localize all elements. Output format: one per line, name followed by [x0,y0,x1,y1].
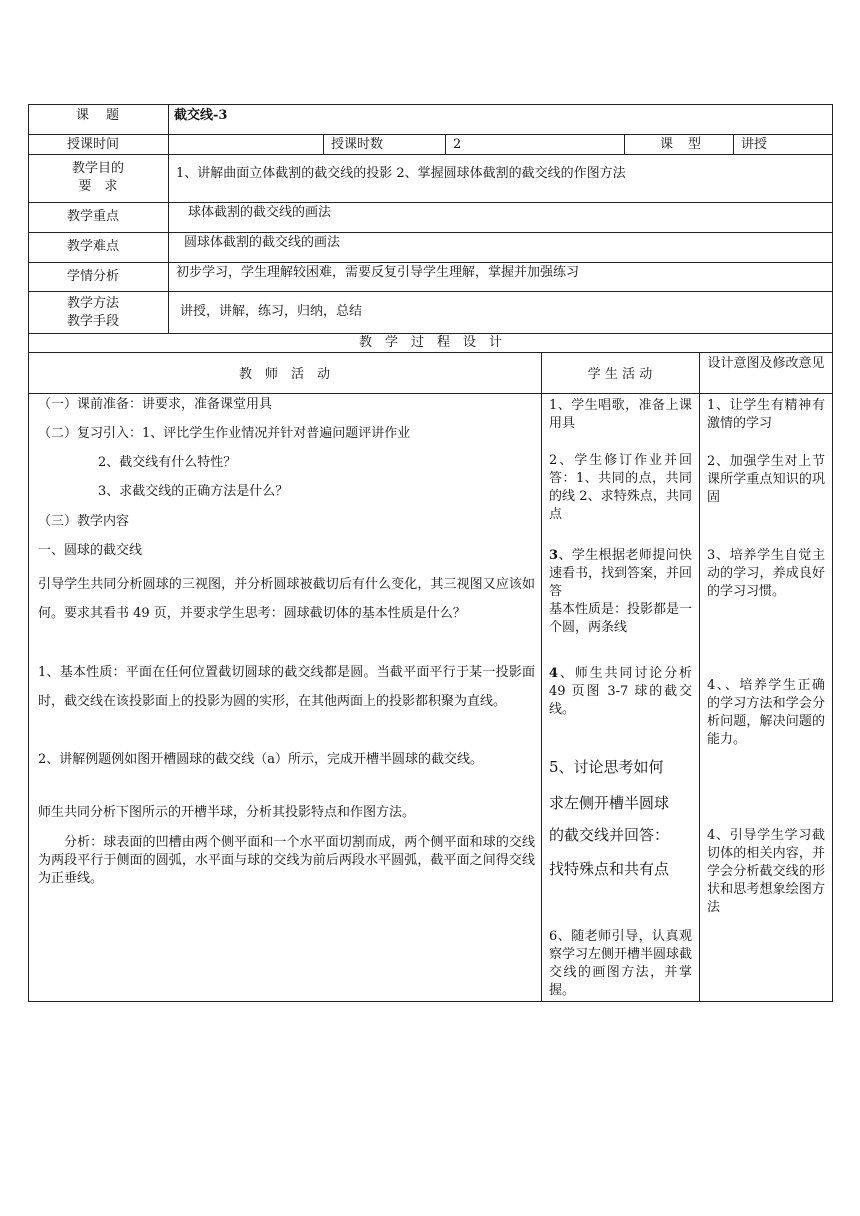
intent-1: 1、让学生有精神有激情的学习 [707,398,825,431]
intent-2: 2、加强学生对上节课所学重点知识的巩固 [707,454,825,505]
student-activity-4 [549,665,692,719]
table-rule [28,104,29,1002]
intent-4: 4、、培养学生正确的学习方法和学会分析问题，解决问题的能力。 [707,678,825,747]
teacher-review: （二）复习引入：1、评比学生作业情况并针对普遍问题评讲作业 [38,426,411,441]
goal-label-line2: 要 求 [78,179,118,194]
hours-label: 授课时数 [331,137,384,152]
teacher-analysis-text: 分析：球表面的凹槽由两个侧平面和一个水平面切割而成，两个侧平面和球的交线为两段平行于侧面的圆弧，水平面与球的交线为前后两段水平圆弧，截平面之间得交线为正垂线。 [38,835,535,886]
teacher-review-q2: 2、截交线有什么特性？ [98,455,237,470]
teacher-example: 2、讲解例题例如图开槽圆球的截交线（a）所示，完成开槽半圆球的截交线。 [38,752,484,767]
table-rule [28,393,833,394]
table-rule [323,134,324,154]
teacher-sphere-heading: 一、圆球的截交线 [38,543,143,558]
table-rule [624,134,625,154]
time-label: 授课时间 [67,137,120,152]
student-activity-2: 2、学生修订作业并回答：1、共同的点，共同的线 2、求特殊点，共同点 [549,453,692,522]
teacher-prep: （一）课前准备：讲要求，准备课堂用具 [38,397,273,412]
student-activity-3-text: 、学生根据老师提问快速看书，找到答案，并回答 [549,548,693,599]
table-rule [28,104,833,105]
topic-value: 截交线-3 [174,108,228,123]
method-value: 讲授，讲解，练习，归纳，总结 [180,304,363,319]
table-rule [28,232,833,233]
student-activity-4-number: 4 [549,666,559,681]
student-activity-3 [549,547,692,601]
key-value: 球体截割的截交线的画法 [188,205,332,220]
student-activity-5-line2: 求左侧开槽半圆球 [549,794,670,812]
student-activity-3-answer: 基本性质是：投影都是一个圆，两条线 [549,602,693,635]
difficulty-value: 圆球体截割的截交线的画法 [184,235,341,250]
method-label-line2: 教学手段 [67,314,120,329]
goal-label-line1: 教学目的 [71,161,124,176]
student-activity-3-number: 3 [549,548,559,563]
student-activity-6: 6、随老师引导，认真观察学习左侧开槽半圆球截交线的画图方法，并掌握。 [549,929,693,998]
topic-label: 课 题 [76,108,122,123]
table-rule [541,352,542,1002]
hours-value: 2 [453,137,462,152]
col-header-intent: 设计意图及修改意见 [707,356,825,371]
intent-5: 4、引导学生学习截切体的相关内容，并学会分析截交线的形状和思考想象绘图方法 [707,828,825,915]
key-label: 教学重点 [67,209,120,224]
table-rule [733,134,734,154]
student-activity-4-text: 、师生共同讨论分析 49 页图 3-7 球的截交线。 [549,666,692,717]
student-activity-5-line3: 的截交线并回答： [549,826,670,844]
teacher-content-heading: （三）教学内容 [38,514,130,529]
teacher-guide-paragraph: 引导学生共同分析圆球的三视图，并分析圆球被截切后有什么变化，其三视图又应该如何。要求其看书 49 页，并要求学生思考：圆球截切体的基本性质是什么？ [38,577,535,621]
teacher-basic-property: 1、基本性质：平面在任何位置截切圆球的截交线都是圆。当截平面平行于某一投影面时，截交线在该投影面上的投影为圆的实形，在其他两面上的投影都积聚为直线。 [38,665,535,709]
col-header-teacher: 教 师 活 动 [238,367,330,382]
type-label: 课 型 [660,137,703,152]
table-rule [168,104,169,333]
goal-value: 1、讲解曲面立体截割的截交线的投影 2、掌握圆球体截割的截交线的作图方法 [176,166,626,181]
teacher-joint-analysis: 师生共同分析下图所示的开槽半球，分析其投影特点和作图方法。 [38,805,416,820]
student-activity-5-line4: 找特殊点和共有点 [549,860,670,878]
teacher-review-q3: 3、求截交线的正确方法是什么？ [98,484,289,499]
student-activity-5-line1: 5、讨论思考如何 [549,758,664,776]
student-activity-1: 1、学生唱歌，准备上课用具 [549,398,692,431]
type-value: 讲授 [741,137,768,152]
table-rule [28,262,833,263]
table-rule [832,104,833,1002]
analysis-label: 学情分析 [67,269,120,284]
table-rule [28,134,833,135]
intent-3: 3、培养学生自觉主动的学习，养成良好的学习习惯。 [707,548,825,599]
table-rule [445,134,446,154]
table-rule [28,154,833,155]
table-rule [28,1001,833,1002]
process-title: 教 学 过 程 设 计 [358,335,502,350]
difficulty-label: 教学难点 [67,239,120,254]
col-header-student: 学 生 活 动 [587,367,653,382]
table-rule [28,352,833,353]
analysis-value: 初步学习，学生理解较困难，需要反复引导学生理解，掌握并加强练习 [176,265,580,280]
table-rule [699,352,700,1002]
table-rule [28,291,833,292]
table-rule [28,202,833,203]
method-label-line1: 教学方法 [67,296,120,311]
